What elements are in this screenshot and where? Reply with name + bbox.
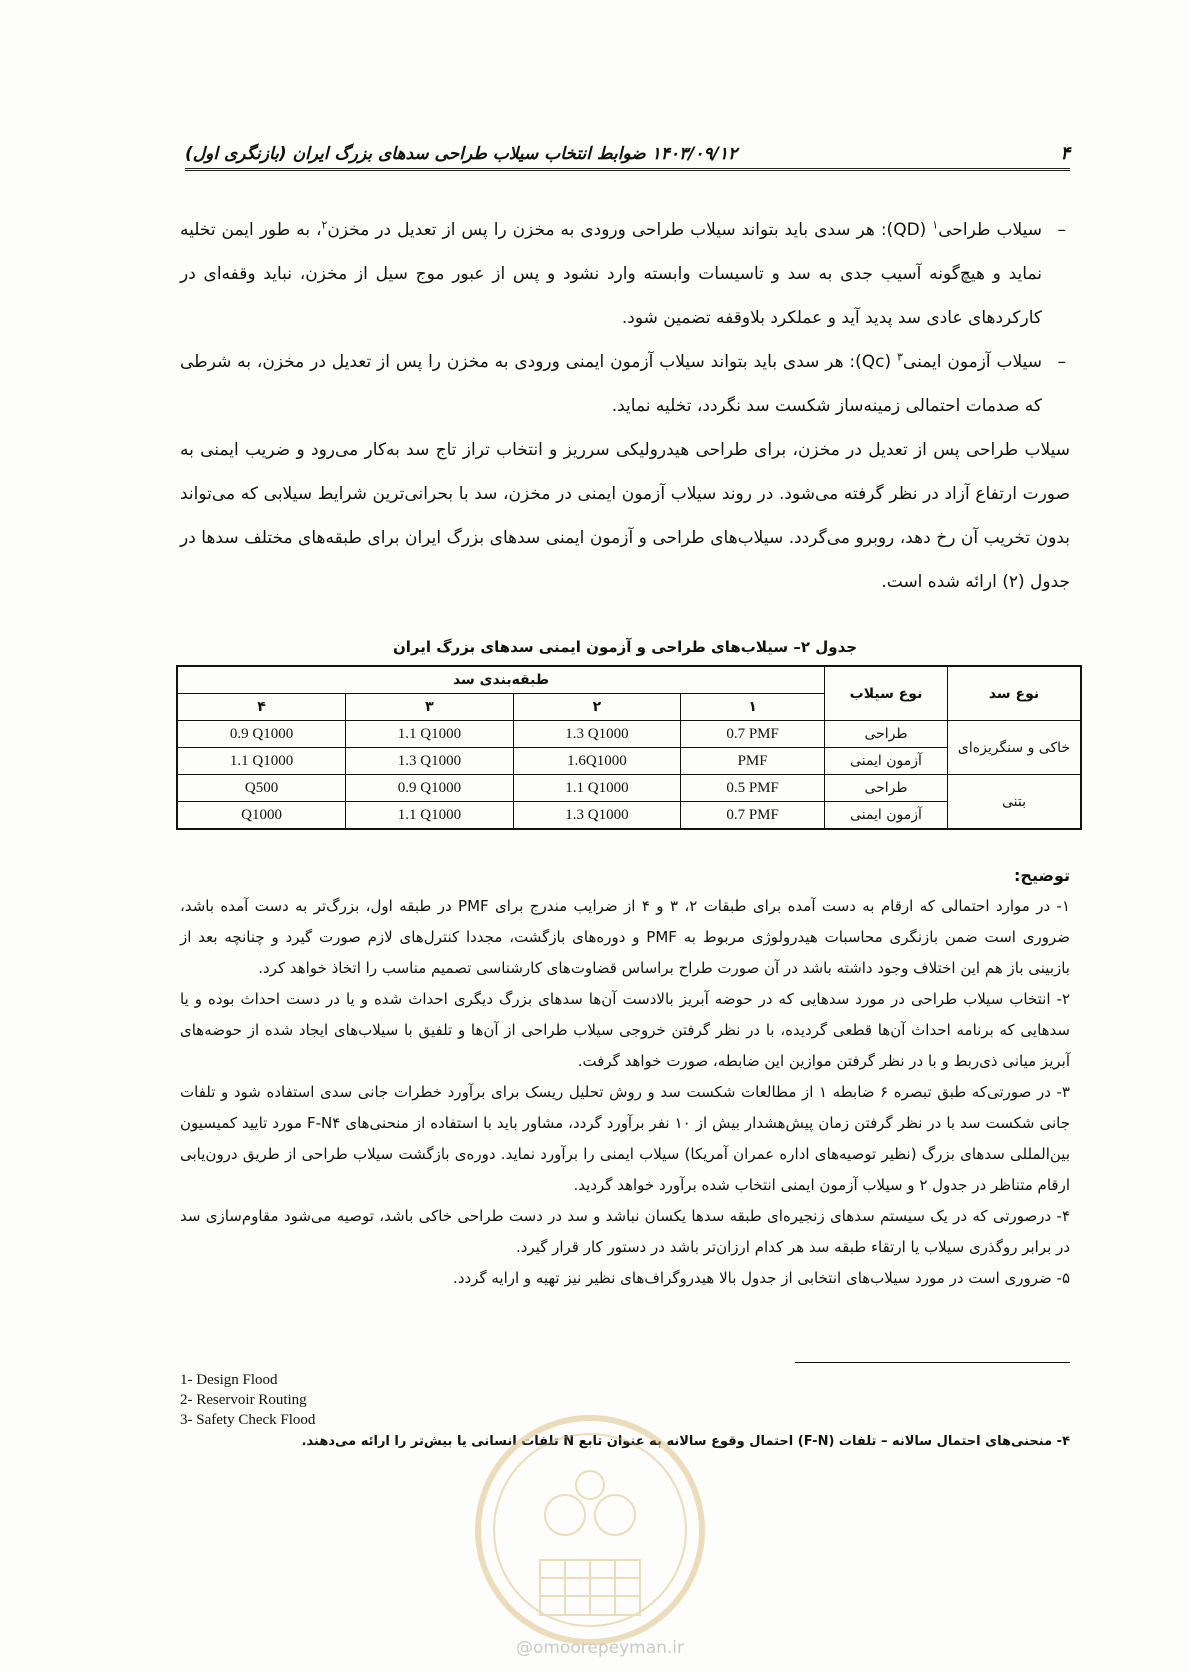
value-cell: Q1000	[177, 802, 346, 830]
term-safety-flood: سیلاب آزمون ایمنی	[902, 352, 1043, 372]
value-cell: PMF	[681, 748, 825, 775]
seal-stamp-icon	[470, 1410, 710, 1650]
value-cell: 0.9 Q1000	[177, 721, 346, 748]
value-cell: 1.3 Q1000	[513, 721, 681, 748]
value-cell: 0.5 PMF	[681, 775, 825, 802]
class-header: ۴	[177, 694, 346, 721]
dam-type-cell: بتنی	[948, 775, 1082, 830]
footnote-ref-1: ۱	[932, 218, 939, 232]
value-cell: 1.1 Q1000	[177, 748, 346, 775]
note-item: ۳- در صورتی‌که طبق تبصره ۶ ضابطه ۱ از مطالعات شکست سد و روش تحلیل ریسک برای برآورد خطرات جانی سدی استفاده شود و تلفات جانی شکست سد با در نظر گرفتن زمان پیش‌هشدار بیش از ۱۰ نفر برآورد گردد، مشاور باید با استفاده از منحنی‌های F-N۴ مورد تایید کمیسیون بین‌المللی سدهای بزرگ (نظیر توصیه‌های اداره عمران آمریکا) سیلاب ایمنی را برآورد نماید. دوره‌ی بازگشت سیلاب طراحی از طریق درون‌یابی ارقام متناظر در جدول ۲ و سیلاب آزمون ایمنی انتخاب شده برآورد خواهد گردید.	[180, 1083, 1070, 1194]
footnote-ref-2: ۲	[321, 218, 328, 232]
value-cell: 1.1 Q1000	[346, 802, 514, 830]
header-flood-type: نوع سیلاب	[825, 666, 948, 721]
running-header	[185, 130, 1070, 171]
table-row	[177, 748, 1081, 775]
bullet1-text: (QD): هر سدی باید بتواند سیلاب طراحی ورودی به مخزن را پس از تعدیل در مخزن	[327, 220, 927, 240]
footnote-4: ۴- منحنی‌های احتمال سالانه – تلفات (F-N) احتمال وقوع سالانه به عنوان تابع N تلفات انسانی یا بیش‌تر را ارائه می‌دهند.	[301, 1434, 1070, 1449]
note-item: ۵- ضروری است در مورد سیلاب‌های انتخابی از جدول بالا هیدروگراف‌های نظیر نیز تهیه و ارایه گردد.	[453, 1269, 1070, 1287]
table-title: جدول ۲– سیلاب‌های طراحی و آزمون ایمنی سدهای بزرگ ایران	[392, 638, 858, 656]
value-cell: 1.3 Q1000	[346, 748, 514, 775]
footnote-1: 1- Design Flood	[180, 1372, 278, 1388]
value-cell: 1.3 Q1000	[513, 802, 681, 830]
table-row	[177, 802, 1081, 830]
dam-type-cell: خاکی و سنگریزه‌ای	[948, 721, 1082, 775]
class-header: ۲	[513, 694, 681, 721]
notes-heading: توضیح:	[1014, 866, 1070, 885]
bullet2-text: (Qc): هر سدی باید بتواند سیلاب آزمون ایمنی ورودی به مخزن را پس از تعدیل در مخزن، به شرطی که صدمات احتمالی زمینه‌ساز شکست سد نگردد، تخلیه نماید.	[180, 352, 1042, 416]
table-row	[177, 721, 1081, 748]
note-item: ۱- در موارد احتمالی که ارقام به دست آمده برای طبقات ۲، ۳ و ۴ از ضرایب مندرج برای PMF در طبقه اول، بزرگ‌تر به دست آمده باشد، ضروری است ضمن بازنگری محاسبات هیدرولوژی مربوط به PMF و دوره‌های بازگشت، مجددا کنترل‌های لازم صورت گیرد و چنانچه بعد از بازبینی باز هم این اختلاف وجود داشته باشد در آن صورت طراح براساس قضاوت‌های کارشناسی تصمیم مناسب را اتخاذ خواهد کرد.	[180, 897, 1071, 977]
footnote-divider	[795, 1362, 1070, 1363]
bullet1-text-cont: ، به طور ایمن تخلیه نماید و هیچ‌گونه آسیب جدی به سد و تاسیسات وابسته وارد نشود و پس از عبور موج سیل از مخزن، نباید وقفه‌ای در کارکردهای عادی سد پدید آید و عملکرد بلاوقفه تضمین شود.	[180, 220, 1042, 328]
header-title: ۱۴۰۳/۰۹/۱۲ ضوابط انتخاب سیلاب طراحی سدهای بزرگ ایران (بازنگری اول)	[185, 144, 738, 164]
footnote-2: 2- Reservoir Routing	[180, 1392, 307, 1408]
value-cell: 0.9 Q1000	[346, 775, 514, 802]
value-cell: 1.1 Q1000	[513, 775, 681, 802]
flood-type-cell: آزمون ایمنی	[825, 748, 948, 775]
note-item: ۲- انتخاب سیلاب طراحی در مورد سدهایی که در حوضه آبریز بالادست آن‌ها سدهای بزرگ دیگری احداث شده و یا در دست احداث بوده و یا سدهایی که برنامه احداث آن‌ها قطعی گردیده، با در نظر گرفتن خروجی سیلاب طراحی از آن‌ها و تلفیق با سیلاب‌های ایجاد شده از حوضه‌های آبریز میانی ذی‌ربط و با در نظر گرفتن موازین این ضابطه، صورت خواهد گرفت.	[180, 990, 1070, 1070]
body-text	[180, 208, 1070, 604]
header-dam-type: نوع سد	[948, 666, 1082, 721]
watermark: @omoorepeyman.ir	[515, 1638, 685, 1658]
footnotes-latin	[180, 1370, 500, 1430]
page-number: ۴	[1060, 143, 1070, 164]
flood-type-cell: طراحی	[825, 775, 948, 802]
footnote-ref-3: ۳	[896, 350, 903, 364]
value-cell: Q500	[177, 775, 346, 802]
flood-table	[176, 665, 1082, 830]
bullet-safety-flood	[180, 340, 1070, 428]
bullet-design-flood	[180, 208, 1070, 340]
main-paragraph: سیلاب طراحی پس از تعدیل در مخزن، برای طراحی هیدرولیکی سرریز و انتخاب تراز تاج سد به‌کار می‌رود و ضریب ایمنی به صورت ارتفاع آزاد در نظر گرفته می‌شود. در روند سیلاب آزمون ایمنی در مخزن، سد با بحرانی‌ترین شرایط سیلابی که می‌تواند بدون تخریب آن رخ دهد، روبرو می‌گردد. سیلاب‌های طراحی و آزمون ایمنی سدهای بزرگ ایران برای طبقه‌های مختلف سدها در جدول (۲) ارائه شده است.	[180, 440, 1070, 592]
flood-type-cell: آزمون ایمنی	[825, 802, 948, 830]
value-cell: 0.7 PMF	[681, 721, 825, 748]
term-design-flood: سیلاب طراحی	[938, 220, 1042, 240]
header-dam-class: طبقه‌بندی سد	[177, 666, 825, 694]
class-header: ۱	[681, 694, 825, 721]
notes-section	[180, 860, 1070, 1294]
table-header-row	[177, 666, 1081, 694]
value-cell: 1.1 Q1000	[346, 721, 514, 748]
note-item: ۴- درصورتی که در یک سیستم سدهای زنجیره‌ای طبقه سدها یکسان نباشد و سد در دست طراحی خاکی باشد، توصیه می‌شود مقاوم‌سازی سد در برابر روگذری سیلاب یا ارتقاء طبقه سد هر کدام ارزان‌تر باشد در دستور کار قرار گیرد.	[180, 1207, 1070, 1256]
table-row	[177, 775, 1081, 802]
flood-type-cell: طراحی	[825, 721, 948, 748]
class-header: ۳	[346, 694, 514, 721]
value-cell: 1.6Q1000	[513, 748, 681, 775]
value-cell: 0.7 PMF	[681, 802, 825, 830]
footnote-3: 3- Safety Check Flood	[180, 1412, 316, 1428]
